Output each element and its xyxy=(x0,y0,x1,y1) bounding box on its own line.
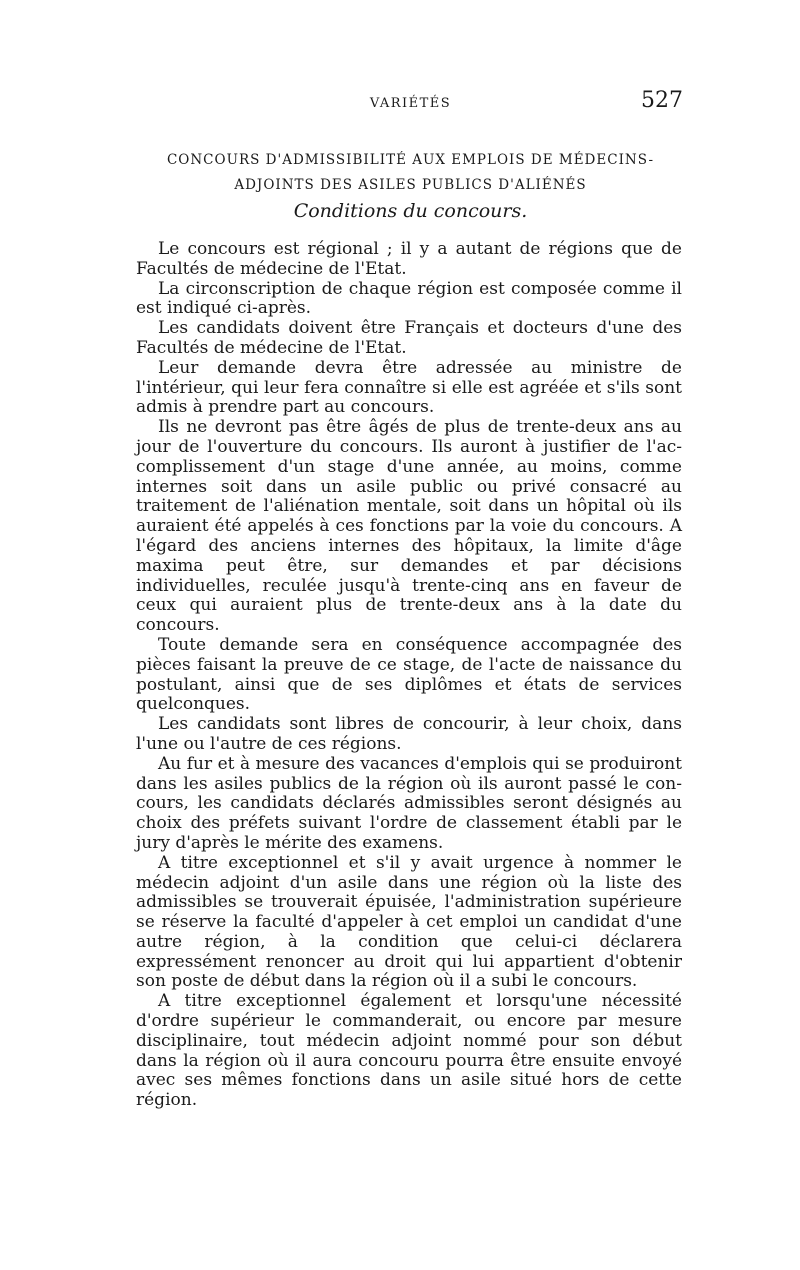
paragraph: A titre exceptionnel et s'il y avait urgence à nommer le médecin adjoint d'un asile dans une région où la liste des admissibles se trouverait épuisée, l'administration supérieure se réserve la faculté d'appeler à cet emploi un candidat d'une autre région, à la condition que celui-ci déclarera expressément renoncer au droit qui lui appartient d'obtenir son poste de début dans la région où il a subi le concours. xyxy=(136,852,682,992)
article-subheading: Conditions du concours. xyxy=(293,200,528,222)
page-number: 527 xyxy=(641,88,683,113)
paragraph: La circonscription de chaque région est composée comme il est indiqué ci-après. xyxy=(136,278,682,319)
paragraph: Les candidats doivent être Français et docteurs d'une des Facultés de médecine de l'Etat. xyxy=(136,318,682,358)
paragraph: A titre exceptionnel également et lorsqu'une nécessité d'ordre supérieur le commanderait, ou encore par mesure disciplinaire, tout médecin adjoint nommé pour son début dans la région où il aura concouru pourra être ensuite envoyé avec ses mêmes fonctions dans un asile situé hors de cette région. xyxy=(136,991,682,1111)
article-heading-line-1: CONCOURS D'ADMISSIBILITÉ AUX EMPLOIS DE MÉDECINS- xyxy=(166,152,655,168)
paragraph: Au fur et à mesure des vacances d'emplois qui se produiront dans les asiles publics de la région où ils auront passé le concours, les candidats déclarés admissibles seront désignés au choix des préfets suivant l'ordre de classement établi par le jury d'après le mérite des examens. xyxy=(136,753,682,853)
running-head xyxy=(138,88,683,118)
paragraph: Le concours est régional ; il y a autant de régions que de Facultés de médecine de l'Etat. xyxy=(136,239,682,279)
paragraph: Les candidats sont libres de concourir, à leur choix, dans l'une ou l'autre de ces régions. xyxy=(136,714,682,754)
article-body xyxy=(136,240,682,1111)
paragraph: Leur demande devra être adressée au ministre de l'intérieur, qui leur fera connaître si elle est agréée et s'ils sont admis à prendre part au concours. xyxy=(136,357,682,418)
paragraph: Toute demande sera en conséquence accompagnée des pièces faisant la preuve de ce stage, de l'acte de naissance du postulant, ainsi que de ses diplômes et états de services quelconques. xyxy=(136,634,682,715)
running-title: VARIÉTÉS xyxy=(369,96,452,111)
paragraph: Ils ne devront pas être âgés de plus de trente-deux ans au jour de l'ouverture du concours. Ils auront à justifier de l'accomplissement d'un stage d'une année, au moins, comme internes soit dans un asile public ou privé consacré au traitement de l'aliénation mentale, soit dans un hôpital où ils auraient été appelés à ces fonctions par la voie du concours. A l'égard des anciens internes des hôpitaux, la limite d'âge maxima peut être, sur demandes et par décisions individuelles, reculée jusqu'à trente-cinq ans en faveur de ceux qui auraient plus de trente-deux ans à la date du concours. xyxy=(136,417,682,636)
article-heading xyxy=(138,148,683,198)
article-heading-line-2: ADJOINTS DES ASILES PUBLICS D'ALIÉNÉS xyxy=(234,177,587,193)
